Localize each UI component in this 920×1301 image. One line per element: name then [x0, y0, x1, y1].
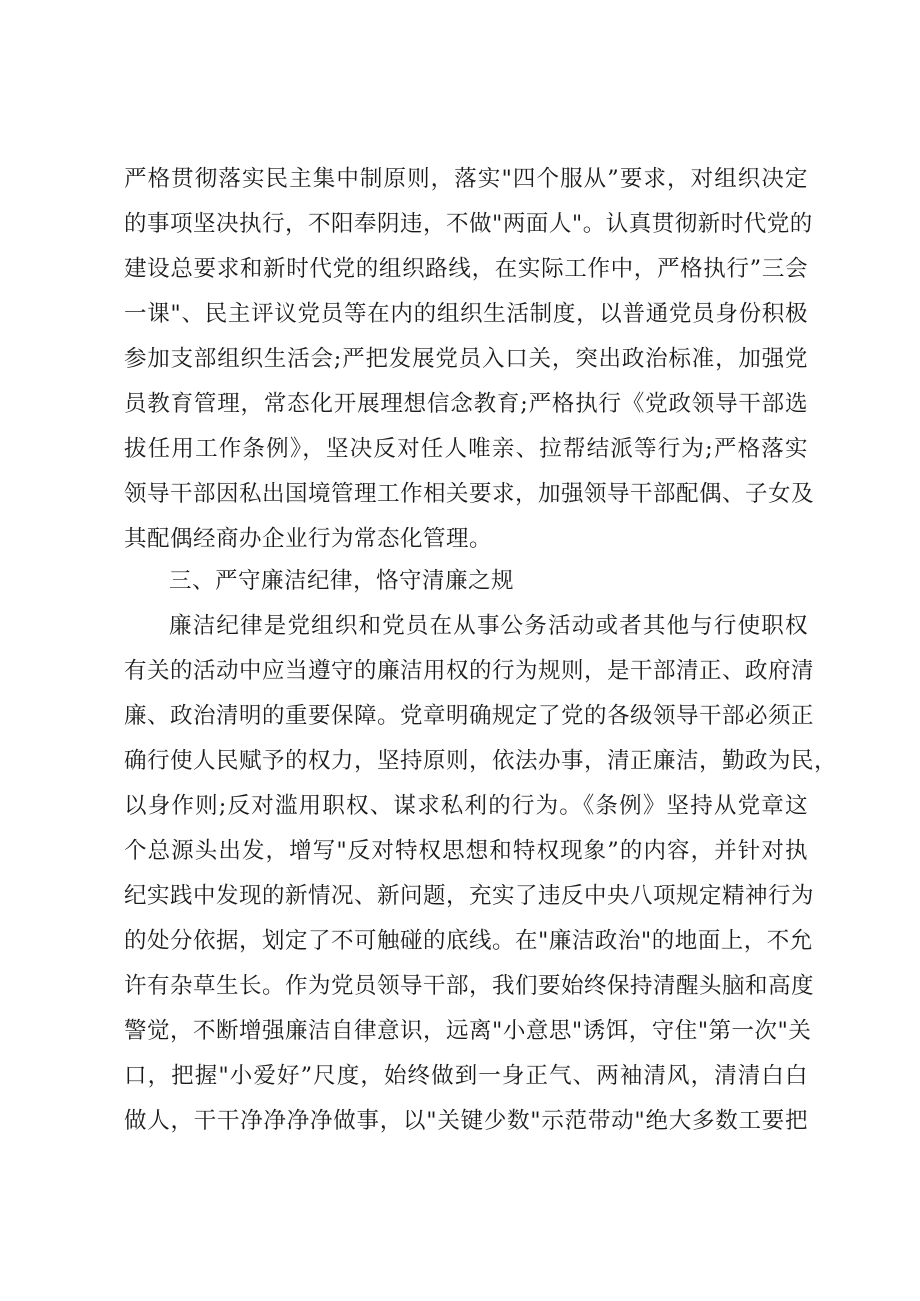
paragraph-line: 的事项坚决执行，不阳奉阴违，不做"两面人"。认真贯彻新时代党的: [124, 211, 813, 237]
paragraph-line: 其配偶经商办企业行为常态化管理。: [124, 526, 493, 552]
paragraph-line: 口，把握"小爱好”尺度，始终做到一身正气、两袖清风，清清白白: [124, 1063, 808, 1089]
paragraph-line: 的处分依据，划定了不可触碰的底线。在"廉洁政治"的地面上，不允: [124, 928, 813, 954]
paragraph-line: 纪实践中发现的新情况、新问题，充实了违反中央八项规定精神行为: [124, 883, 815, 909]
paragraph-line: 领导干部因私出国境管理工作相关要求，加强领导干部配偶、子女及: [124, 481, 815, 507]
paragraph-line: 参加支部组织生活会;严把发展党员入口关，突出政治标准，加强党: [124, 346, 808, 372]
paragraph-line: 拔任用工作条例》，坚决反对任人唯亲、拉帮结派等行为;严格落实: [124, 436, 808, 462]
paragraph-line: 做人，干干净净净净做事，以"关键少数"示范带动"绝大多数工要把: [124, 1108, 808, 1134]
paragraph-line: 许有杂草生长。作为党员领导干部，我们要始终保持清醒头脑和高度: [124, 973, 815, 999]
paragraph-line: 确行使人民赋予的权力，坚持原则，依法办事，清正廉洁，勤政为民，: [124, 748, 838, 774]
paragraph-line: 员教育管理，常态化开展理想信念教育;严格执行《党政领导干部选: [124, 391, 808, 417]
paragraph-line: 严格贯彻落实民主集中制原则，落实"四个服从”要求，对组织决定: [124, 166, 808, 192]
paragraph-line: 一课"、民主评议党员等在内的组织生活制度，以普通党员身份积极: [124, 301, 808, 327]
paragraph-line: 个总源头出发，增写"反对特权思想和特权现象”的内容，并针对执: [124, 838, 808, 864]
section-heading: 三、严守廉洁纪律，恪守清廉之规: [169, 568, 515, 594]
paragraph-party-discipline: [124, 157, 815, 562]
paragraph-line: 廉、政治清明的重要保障。党章明确规定了党的各级领导干部必须正: [124, 703, 815, 729]
paragraph-line: 廉洁纪律是党组织和党员在从事公务活动或者其他与行使职权: [169, 613, 808, 639]
paragraph-line: 建设总要求和新时代党的组织路线，在实际工作中，严格执行”三会: [124, 256, 808, 282]
paragraph-line: 警觉，不断增强廉洁自律意识，远离"小意思"诱饵，守住"第一次"关: [124, 1018, 812, 1044]
paragraph-line: 以身作则;反对滥用职权、谋求私利的行为。《条例》坚持从党章这: [124, 793, 808, 819]
paragraph-line: 有关的活动中应当遵守的廉洁用权的行为规则，是干部清正、政府清: [124, 658, 815, 684]
paragraph-integrity-discipline: [124, 604, 838, 1144]
section-heading-three: [124, 559, 808, 604]
